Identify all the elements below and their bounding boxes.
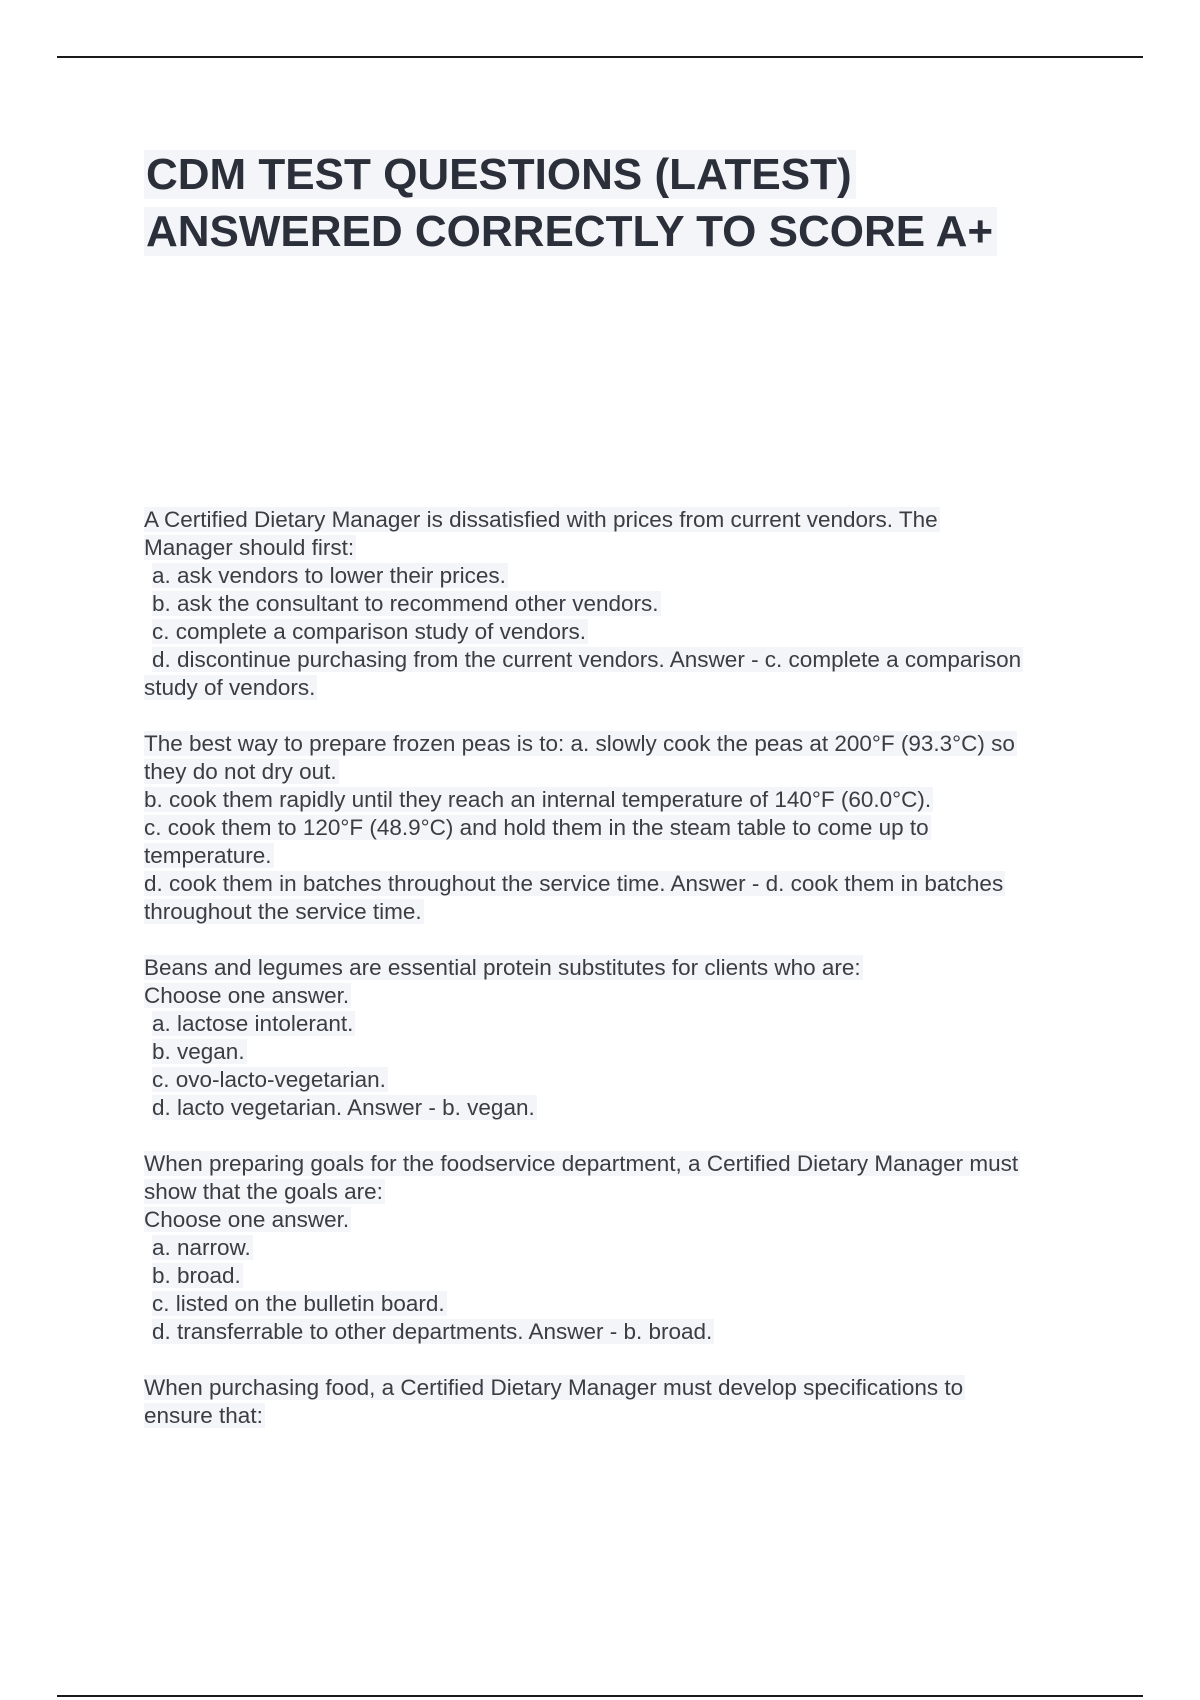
question-line-text: study of vendors. [144, 675, 316, 700]
top-rule [57, 56, 1143, 58]
question-line-text: c. cook them to 120°F (48.9°C) and hold them in the steam table to come up to [144, 815, 929, 840]
question-line-text: d. transferrable to other departments. Answer - b. broad. [152, 1319, 713, 1344]
question-line-text: Choose one answer. [144, 983, 350, 1008]
question-line-text: d. discontinue purchasing from the current vendors. Answer - c. complete a comparison [152, 647, 1022, 672]
question-line [144, 954, 1094, 982]
question-line-text: d. cook them in batches throughout the service time. Answer - d. cook them in batches [144, 871, 1004, 896]
question-line [144, 590, 1094, 618]
question-line [144, 1374, 1094, 1402]
question-line-text: b. broad. [152, 1263, 241, 1288]
question-block [144, 730, 1094, 926]
question-line [144, 562, 1094, 590]
question-line-text: The best way to prepare frozen peas is to: a. slowly cook the peas at 200°F (93.3°C) so [144, 731, 1015, 756]
question-line [144, 1234, 1094, 1262]
question-line-text: d. lacto vegetarian. Answer - b. vegan. [152, 1095, 535, 1120]
question-line [144, 1010, 1094, 1038]
question-line-text: A Certified Dietary Manager is dissatisfied with prices from current vendors. The [144, 507, 938, 532]
question-line-text: c. ovo-lacto-vegetarian. [152, 1067, 386, 1092]
question-line-text: c. complete a comparison study of vendors. [152, 619, 586, 644]
question-line [144, 898, 1094, 926]
question-line [144, 1038, 1094, 1066]
question-line-text: temperature. [144, 843, 272, 868]
question-line [144, 982, 1094, 1010]
question-line-text: b. vegan. [152, 1039, 245, 1064]
question-block [144, 1374, 1094, 1430]
question-line-text: throughout the service time. [144, 899, 422, 924]
question-line [144, 1094, 1094, 1122]
question-line [144, 1178, 1094, 1206]
question-line [144, 758, 1094, 786]
question-line [144, 1066, 1094, 1094]
question-line-text: c. listed on the bulletin board. [152, 1291, 445, 1316]
title-line: ANSWERED CORRECTLY TO SCORE A+ [144, 207, 997, 256]
question-block [144, 506, 1094, 702]
question-line-text: b. cook them rapidly until they reach an internal temperature of 140°F (60.0°C). [144, 787, 932, 812]
question-line [144, 786, 1094, 814]
question-line [144, 534, 1094, 562]
question-line-text: a. lactose intolerant. [152, 1011, 354, 1036]
question-line-text: a. ask vendors to lower their prices. [152, 563, 506, 588]
question-line-text: they do not dry out. [144, 759, 337, 784]
bottom-rule [57, 1695, 1143, 1697]
question-block [144, 954, 1094, 1122]
question-line [144, 674, 1094, 702]
question-line-text: Manager should first: [144, 535, 355, 560]
question-line [144, 1150, 1094, 1178]
question-line [144, 870, 1094, 898]
question-line [144, 1318, 1094, 1346]
question-line-text: When preparing goals for the foodservice department, a Certified Dietary Manager must [144, 1151, 1019, 1176]
question-line-text: show that the goals are: [144, 1179, 383, 1204]
question-line-text: ensure that: [144, 1403, 263, 1428]
question-line [144, 814, 1094, 842]
question-line [144, 1290, 1094, 1318]
question-line-text: When purchasing food, a Certified Dietary Manager must develop specifications to [144, 1375, 964, 1400]
document-title [144, 146, 1090, 260]
question-line [144, 1206, 1094, 1234]
question-line [144, 842, 1094, 870]
question-line [144, 618, 1094, 646]
question-line-text: Choose one answer. [144, 1207, 350, 1232]
title-line: CDM TEST QUESTIONS (LATEST) [144, 150, 856, 199]
question-line [144, 1402, 1094, 1430]
question-list [144, 506, 1094, 1458]
question-line [144, 1262, 1094, 1290]
question-line-text: b. ask the consultant to recommend other vendors. [152, 591, 659, 616]
question-line [144, 646, 1094, 674]
question-line [144, 730, 1094, 758]
question-line-text: Beans and legumes are essential protein substitutes for clients who are: [144, 955, 861, 980]
question-line [144, 506, 1094, 534]
question-block [144, 1150, 1094, 1346]
question-line-text: a. narrow. [152, 1235, 251, 1260]
